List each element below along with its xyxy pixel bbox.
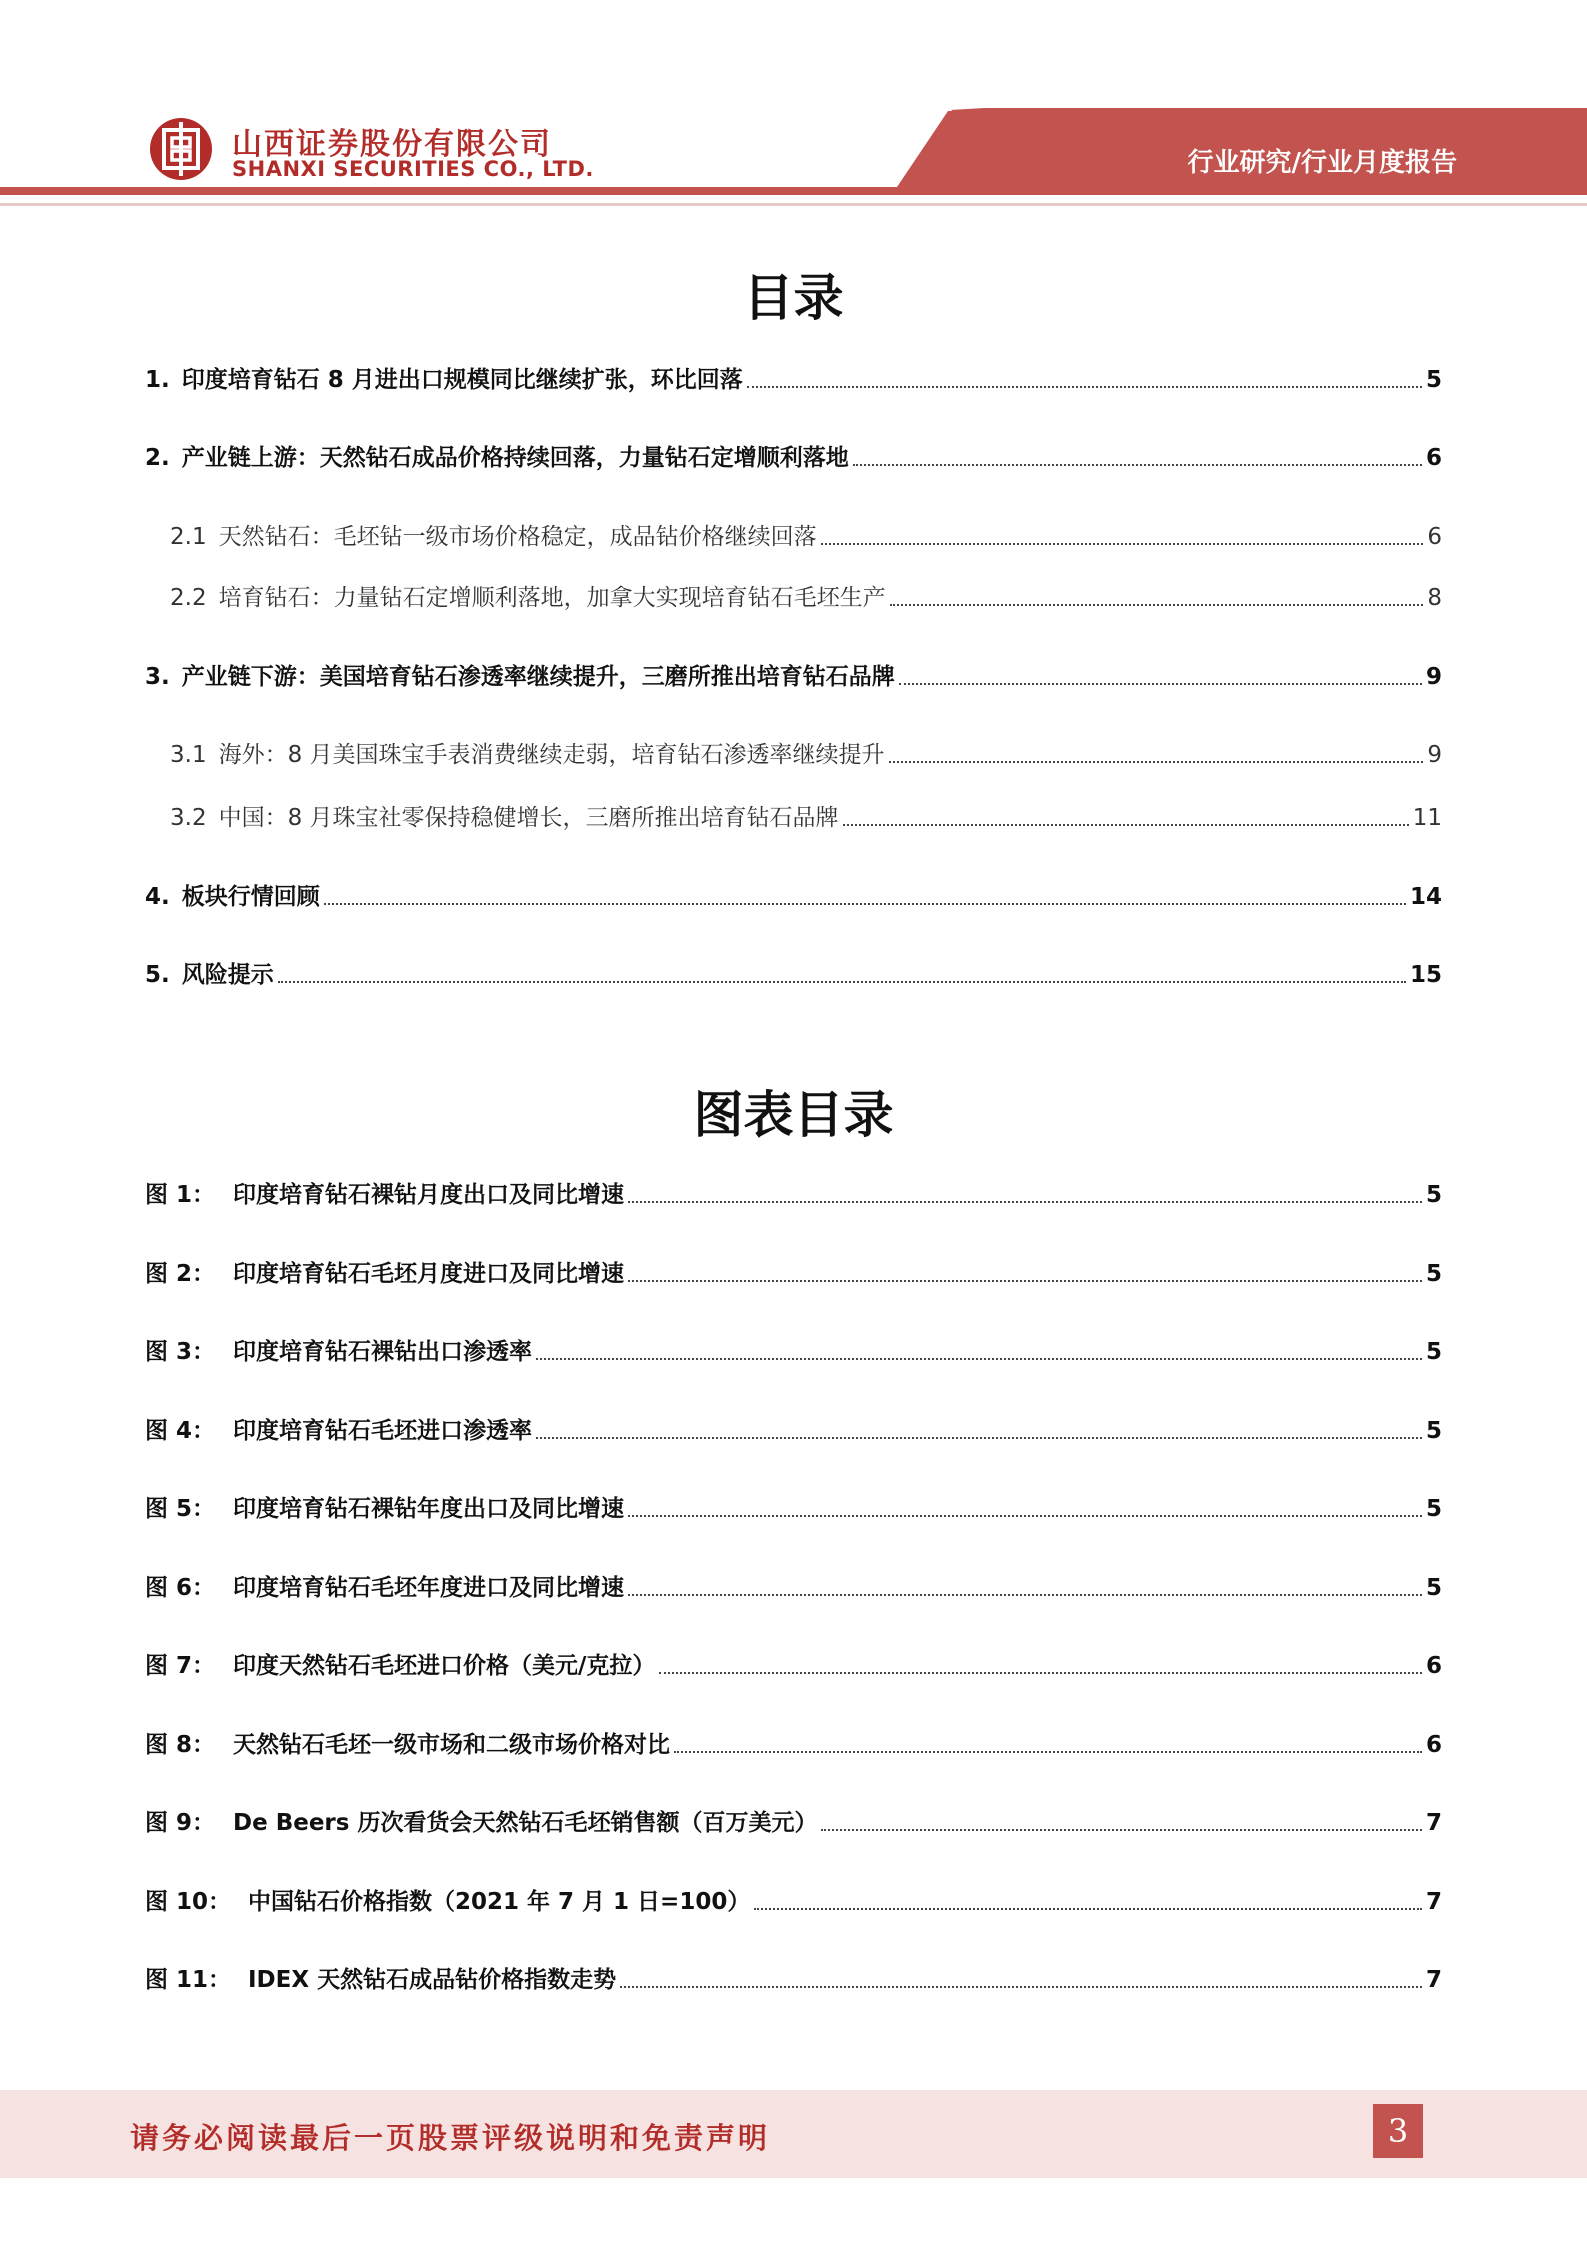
figure-label: 图 11： — [145, 1967, 232, 1993]
dot-leader — [853, 464, 1422, 466]
toc-entry-number: 3.2 — [170, 805, 207, 831]
dot-leader — [628, 1515, 1422, 1517]
dot-leader — [843, 824, 1409, 826]
figure-entry[interactable] — [145, 1416, 1442, 1446]
figure-page: 5 — [1425, 1418, 1442, 1444]
toc-entry-page: 15 — [1409, 962, 1442, 988]
company-name-cn: 山西证券股份有限公司 — [232, 127, 552, 162]
toc-entry-number: 5. — [145, 962, 170, 988]
dot-leader — [747, 386, 1422, 388]
figure-label: 图 3： — [145, 1339, 216, 1365]
figure-text: 印度培育钻石裸钻月度出口及同比增速 — [233, 1182, 624, 1208]
toc-entry-text: 产业链上游：天然钻石成品价格持续回落，力量钻石定增顺利落地 — [181, 445, 849, 471]
figure-entry[interactable] — [145, 1259, 1442, 1289]
dot-leader — [659, 1672, 1422, 1674]
figure-page: 5 — [1425, 1339, 1442, 1365]
dot-leader — [890, 604, 1424, 606]
toc-entry-text: 天然钻石：毛坯钻一级市场价格稳定，成品钻价格继续回落 — [218, 524, 817, 550]
toc-entry[interactable] — [145, 662, 1442, 692]
figure-entry[interactable] — [145, 1573, 1442, 1603]
report-type: 行业研究/行业月度报告 — [1187, 148, 1457, 178]
toc-entry-page: 6 — [1427, 524, 1442, 550]
toc-entry-number: 2. — [145, 445, 170, 471]
toc-entry-text: 风险提示 — [181, 962, 274, 988]
figure-text: 印度培育钻石毛坯年度进口及同比增速 — [233, 1575, 624, 1601]
figure-text: 印度培育钻石裸钻出口渗透率 — [233, 1339, 532, 1365]
dot-leader — [821, 1829, 1422, 1831]
figure-text: 印度培育钻石裸钻年度出口及同比增速 — [233, 1496, 624, 1522]
toc-subentry[interactable] — [145, 583, 1442, 613]
figure-label: 图 4： — [145, 1418, 216, 1444]
figure-page: 6 — [1425, 1653, 1442, 1679]
toc-entry-text: 培育钻石：力量钻石定增顺利落地，加拿大实现培育钻石毛坯生产 — [218, 585, 886, 611]
toc-entry-page: 14 — [1409, 884, 1442, 910]
dot-leader — [754, 1908, 1422, 1910]
figure-label: 图 10： — [145, 1889, 232, 1915]
toc-subentry[interactable] — [145, 522, 1442, 552]
toc-entry-number: 3.1 — [170, 742, 207, 768]
toc-entry-text: 中国：8 月珠宝社零保持稳健增长，三磨所推出培育钻石品牌 — [218, 805, 839, 831]
figure-entry[interactable] — [145, 1180, 1442, 1210]
toc-entry-number: 2.1 — [170, 524, 207, 550]
figure-text: 中国钻石价格指数（2021 年 7 月 1 日=100） — [248, 1889, 751, 1915]
toc-subentry[interactable] — [145, 740, 1442, 770]
toc-title: 目录 — [743, 268, 844, 327]
toc-entry[interactable] — [145, 960, 1442, 990]
figure-entry[interactable] — [145, 1965, 1442, 1995]
figure-text: IDEX 天然钻石成品钻价格指数走势 — [248, 1967, 617, 1993]
figure-entry[interactable] — [145, 1808, 1442, 1838]
page-header — [0, 0, 1587, 215]
figure-entry[interactable] — [145, 1494, 1442, 1524]
figure-label: 图 8： — [145, 1732, 216, 1758]
dot-leader — [620, 1986, 1422, 1988]
company-logo-icon — [148, 116, 214, 182]
figure-page: 7 — [1425, 1967, 1442, 1993]
figure-page: 7 — [1425, 1889, 1442, 1915]
figure-page: 5 — [1425, 1261, 1442, 1287]
toc-entry[interactable] — [145, 882, 1442, 912]
dot-leader — [821, 543, 1424, 545]
figure-entry[interactable] — [145, 1730, 1442, 1760]
figure-text: 天然钻石毛坯一级市场和二级市场价格对比 — [233, 1732, 670, 1758]
figure-label: 图 6： — [145, 1575, 216, 1601]
toc-entry-number: 3. — [145, 664, 170, 690]
dot-leader — [889, 761, 1424, 763]
toc-entry[interactable] — [145, 443, 1442, 473]
figure-label: 图 2： — [145, 1261, 216, 1287]
figure-page: 6 — [1425, 1732, 1442, 1758]
figure-page: 7 — [1425, 1810, 1442, 1836]
toc-entry-number: 1. — [145, 367, 170, 393]
figure-entry[interactable] — [145, 1337, 1442, 1367]
toc-entry-page: 8 — [1427, 585, 1442, 611]
disclaimer-note: 请务必阅读最后一页股票评级说明和免责声明 — [130, 2121, 771, 2155]
figure-label: 图 1： — [145, 1182, 216, 1208]
figure-page: 5 — [1425, 1496, 1442, 1522]
toc-entry[interactable] — [145, 365, 1442, 395]
dot-leader — [628, 1201, 1422, 1203]
page-number: 3 — [1373, 2104, 1423, 2158]
figure-page: 5 — [1425, 1575, 1442, 1601]
page-footer — [0, 2090, 1587, 2178]
company-name-en: SHANXI SECURITIES CO., LTD. — [232, 157, 594, 181]
figure-entry[interactable] — [145, 1887, 1442, 1917]
dot-leader — [899, 683, 1422, 685]
dot-leader — [674, 1751, 1422, 1753]
toc-entry-text: 产业链下游：美国培育钻石渗透率继续提升，三磨所推出培育钻石品牌 — [181, 664, 895, 690]
figure-page: 5 — [1425, 1182, 1442, 1208]
dot-leader — [536, 1358, 1422, 1360]
figure-entry[interactable] — [145, 1651, 1442, 1681]
figure-list-title: 图表目录 — [693, 1085, 894, 1144]
figure-label: 图 7： — [145, 1653, 216, 1679]
figure-text: 印度培育钻石毛坯进口渗透率 — [233, 1418, 532, 1444]
figure-label: 图 9： — [145, 1810, 216, 1836]
figure-text: De Beers 历次看货会天然钻石毛坯销售额（百万美元） — [233, 1810, 818, 1836]
figure-label: 图 5： — [145, 1496, 216, 1522]
toc-entry-page: 6 — [1425, 445, 1442, 471]
toc-entry-text: 板块行情回顾 — [181, 884, 320, 910]
toc-subentry[interactable] — [145, 803, 1442, 833]
toc-entry-page: 9 — [1427, 742, 1442, 768]
dot-leader — [536, 1437, 1422, 1439]
figure-text: 印度天然钻石毛坯进口价格（美元/克拉） — [233, 1653, 656, 1679]
dot-leader — [278, 981, 1406, 983]
dot-leader — [324, 903, 1406, 905]
toc-entry-number: 4. — [145, 884, 170, 910]
toc-entry-number: 2.2 — [170, 585, 207, 611]
dot-leader — [628, 1280, 1422, 1282]
toc-entry-text: 海外：8 月美国珠宝手表消费继续走弱，培育钻石渗透率继续提升 — [218, 742, 885, 768]
dot-leader — [628, 1594, 1422, 1596]
toc-entry-text: 印度培育钻石 8 月进出口规模同比继续扩张，环比回落 — [181, 367, 743, 393]
header-band — [0, 0, 1587, 215]
toc-entry-page: 9 — [1425, 664, 1442, 690]
toc-entry-page: 11 — [1412, 805, 1442, 831]
toc-entry-page: 5 — [1425, 367, 1442, 393]
figure-text: 印度培育钻石毛坯月度进口及同比增速 — [233, 1261, 624, 1287]
